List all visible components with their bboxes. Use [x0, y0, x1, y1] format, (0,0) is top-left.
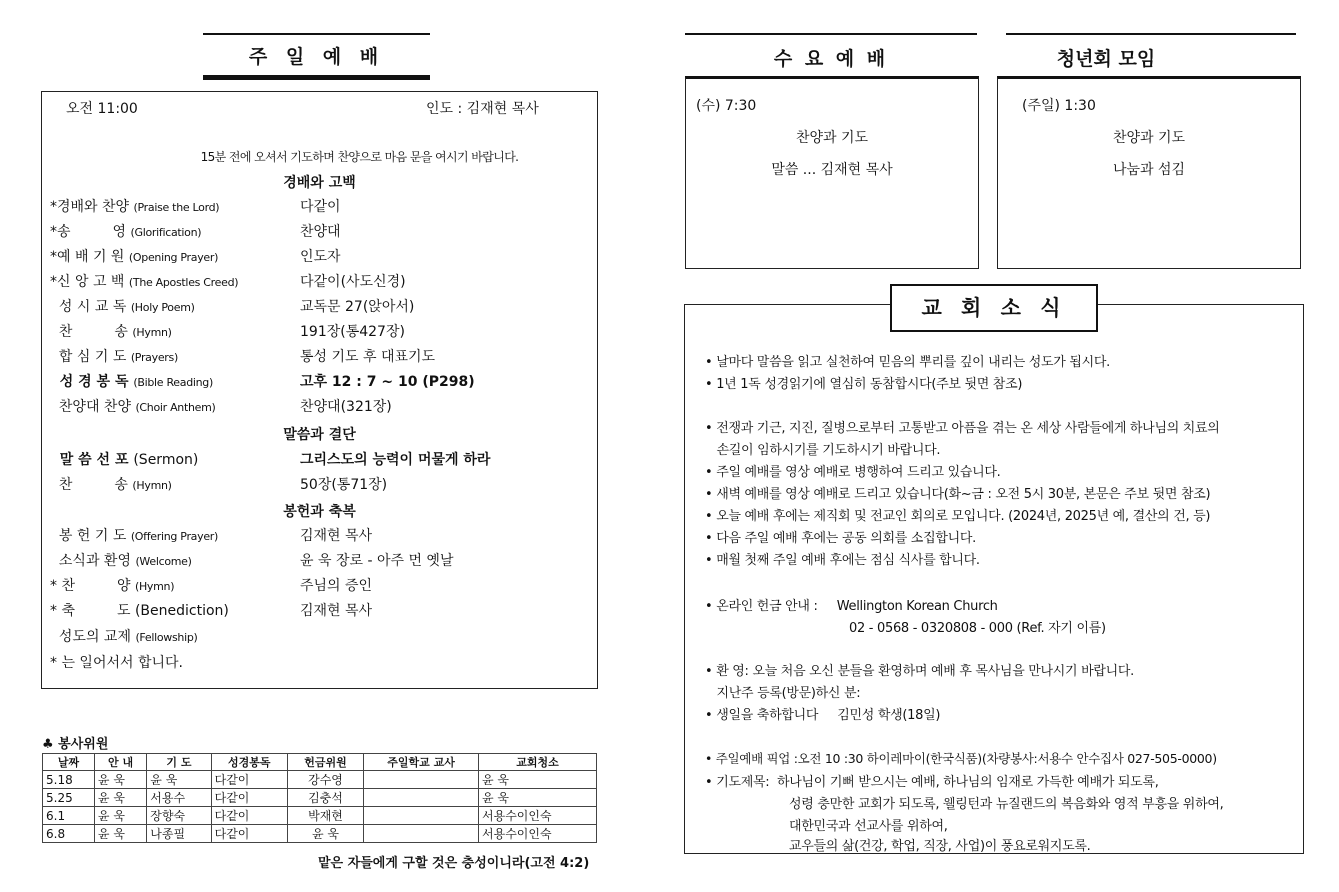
- order-item: *예 배 기 원 (Opening Prayer) 인도자: [50, 249, 341, 265]
- cell: [364, 807, 479, 825]
- order-item: 찬양대 찬양 (Choir Anthem) 찬양대(321장): [50, 399, 392, 415]
- cell: 윤 욱: [94, 807, 146, 825]
- service-table-header: [43, 754, 597, 771]
- wednesday-line1: 찬양과 기도: [795, 130, 869, 146]
- section-heading: 경배와 고백: [283, 175, 356, 191]
- church-news-title: 교 회 소 식: [921, 296, 1067, 320]
- cell: 다같이: [211, 789, 287, 807]
- cell: 김충석: [287, 789, 363, 807]
- church-news-title-box: [890, 284, 1098, 332]
- news-line: 성령 충만한 교회가 되도록, 웰링턴과 뉴질랜드의 복음화와 영적 부흥을 위하여,: [789, 797, 1224, 812]
- cell: 다같이: [211, 807, 287, 825]
- order-item: *신 앙 고 백 (The Apostles Creed) 다같이(사도신경): [50, 274, 406, 290]
- wednesday-title: 수 요 예 배: [773, 48, 889, 70]
- wednesday-time: (수) 7:30: [696, 98, 757, 114]
- cell: 박재현: [287, 807, 363, 825]
- section-heading: 봉헌과 축복: [283, 504, 356, 520]
- faithfulness-verse: 맡은 자들에게 구할 것은 충성이니라(고전 4:2): [318, 856, 590, 871]
- youth-line2: 나눔과 섬김: [1112, 162, 1186, 178]
- order-item: 성 시 교 독 (Holy Poem) 교독문 27(앉아서): [50, 299, 415, 315]
- worship-note: 15분 전에 오셔서 기도하며 찬양으로 마음 문을 여시기 바랍니다.: [200, 150, 519, 164]
- news-line: 지난주 등록(방문)하신 분:: [705, 686, 861, 701]
- wednesday-title-rule: [685, 33, 977, 35]
- sunday-title: 주 일 예 배: [248, 46, 385, 68]
- news-line: • 주일예배 픽업 :오전 10 :30 하이레마이(한국식품)(차량봉사:서용수 안수집사 027-505-0000): [705, 751, 1217, 766]
- sunday-title-rule-bottom: [203, 75, 430, 80]
- cell: 윤 욱: [94, 789, 146, 807]
- header-cell: 교회청소: [479, 754, 597, 771]
- news-line: • 매월 첫째 주일 예배 후에는 점심 식사를 합니다.: [705, 553, 980, 568]
- cell: 서용수이인숙: [479, 807, 597, 825]
- header-cell: 안 내: [94, 754, 146, 771]
- cell: 윤 욱: [94, 825, 146, 843]
- header-cell: 헌금위원: [287, 754, 363, 771]
- news-line: 교우들의 삶(건강, 학업, 직장, 사업)이 풍요로워지도록.: [789, 839, 1091, 854]
- order-item: * 찬 양 (Hymn) 주님의 증인: [50, 578, 373, 594]
- news-line: 손길이 임하시기를 기도하시기 바랍니다.: [705, 443, 941, 458]
- order-item: 찬 송 (Hymn) 191장(통427장): [50, 324, 405, 340]
- cell: 윤 욱: [147, 771, 211, 789]
- news-line: • 1년 1독 성경읽기에 열심히 동참합시다(주보 뒷면 참조): [705, 377, 1023, 392]
- cell: 다같이: [211, 771, 287, 789]
- cell: 윤 욱: [287, 825, 363, 843]
- cell: 다같이: [211, 825, 287, 843]
- cell: 장향숙: [147, 807, 211, 825]
- cell: 6.8: [43, 825, 95, 843]
- news-line: • 전쟁과 기근, 지진, 질병으로부터 고통받고 아픔을 겪는 온 세상 사람들에게 하나님의 치료의: [705, 421, 1220, 436]
- church-news-box: [684, 304, 1304, 854]
- table-row: [43, 771, 597, 789]
- cell: 6.1: [43, 807, 95, 825]
- news-line: • 오늘 예배 후에는 제직회 및 전교인 회의로 모입니다. (2024년, 2025년 예, 결산의 건, 등): [705, 509, 1211, 524]
- youth-box: [997, 76, 1301, 269]
- cell: 5.25: [43, 789, 95, 807]
- sunday-title-rule-top: [203, 33, 430, 35]
- news-line: • 새벽 예배를 영상 예배로 드리고 있습니다(화~금 : 오전 5시 30분, 본문은 주보 뒷면 참조): [705, 487, 1211, 502]
- worship-time: 오전 11:00: [66, 101, 138, 117]
- youth-title: 청년회 모임: [1056, 48, 1156, 70]
- news-line: • 날마다 말씀을 읽고 실천하여 믿음의 뿌리를 깊이 내리는 성도가 됩시다.: [705, 355, 1111, 370]
- section-heading: 말씀과 결단: [283, 427, 356, 443]
- order-item: 합 심 기 도 (Prayers) 통성 기도 후 대표기도: [50, 349, 436, 365]
- order-item: 성도의 교제 (Fellowship): [50, 629, 198, 645]
- cell: 서용수이인숙: [479, 825, 597, 843]
- youth-time: (주일) 1:30: [1022, 98, 1096, 114]
- order-item: *송 영 (Glorification) 찬양대: [50, 224, 341, 240]
- cell: 나종필: [147, 825, 211, 843]
- cell: 서용수: [147, 789, 211, 807]
- order-item: 소식과 환영 (Welcome) 윤 욱 장로 - 아주 먼 옛날: [50, 553, 454, 569]
- sunday-order-box: [41, 91, 598, 689]
- standing-footnote: * 는 일어서서 합니다.: [50, 655, 183, 671]
- table-row: [43, 807, 597, 825]
- cell: [364, 825, 479, 843]
- news-line: • 생일을 축하합니다 김민성 학생(18일): [705, 708, 941, 723]
- header-cell: 날짜: [43, 754, 95, 771]
- order-item: 봉 헌 기 도 (Offering Prayer) 김재현 목사: [50, 528, 373, 544]
- wednesday-box: [685, 76, 979, 269]
- service-table: [42, 753, 597, 843]
- order-item: 찬 송 (Hymn) 50장(통71장): [50, 477, 388, 493]
- order-item: *경배와 찬양 (Praise the Lord) 다같이: [50, 199, 341, 215]
- cell: [364, 771, 479, 789]
- youth-title-rule: [1006, 33, 1296, 35]
- cell: [364, 789, 479, 807]
- header-cell: 주일학교 교사: [364, 754, 479, 771]
- youth-line1: 찬양과 기도: [1112, 130, 1186, 146]
- cell: 5.18: [43, 771, 95, 789]
- news-line: • 주일 예배를 영상 예배로 병행하여 드리고 있습니다.: [705, 465, 1001, 480]
- wednesday-line2: 말씀 ... 김재현 목사: [771, 162, 893, 178]
- table-row: [43, 825, 597, 843]
- service-title: ♣ 봉사위원: [42, 737, 109, 752]
- news-line: • 환 영: 오늘 처음 오신 분들을 환영하며 예배 후 목사님을 만나시기 바랍니다.: [705, 664, 1135, 679]
- cell: 윤 욱: [479, 771, 597, 789]
- cell: 윤 욱: [94, 771, 146, 789]
- news-line: 02 - 0568 - 0320808 - 000 (Ref. 자기 이름): [849, 621, 1106, 636]
- header-cell: 성경봉독: [211, 754, 287, 771]
- cell: 강수영: [287, 771, 363, 789]
- table-row: [43, 789, 597, 807]
- order-item-sermon: 말 씀 선 포 (Sermon) 그리스도의 능력이 머물게 하라: [50, 452, 491, 468]
- cell: 윤 욱: [479, 789, 597, 807]
- news-line: • 온라인 헌금 안내 : Wellington Korean Church: [705, 599, 998, 614]
- worship-leader: 인도 : 김재현 목사: [426, 101, 539, 117]
- order-item: * 축 도 (Benediction) 김재현 목사: [50, 603, 373, 619]
- news-line: 대한민국과 선교사를 위하여,: [789, 819, 948, 834]
- header-cell: 기 도: [147, 754, 211, 771]
- order-item-bible-reading: 성 경 봉 독 (Bible Reading) 고후 12 : 7 ~ 10 (P298): [50, 374, 475, 390]
- news-line: • 기도제목: 하나님이 기뻐 받으시는 예배, 하나님의 임재로 가득한 예배가 되도록,: [705, 775, 1159, 790]
- news-line: • 다음 주일 예배 후에는 공동 의회를 소집합니다.: [705, 531, 976, 546]
